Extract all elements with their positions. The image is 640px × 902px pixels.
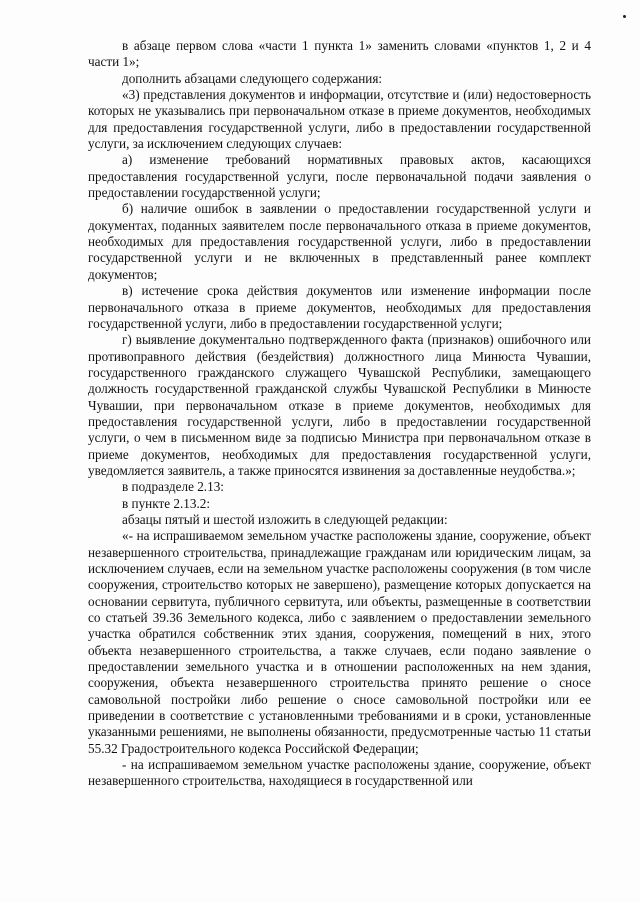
- paragraph: а) изменение требований нормативных правовых актов, касающихся предоставления государственной услуги, после первоначальной подачи заявления о предоставлении государственной услуги;: [88, 152, 591, 201]
- paragraph: в подразделе 2.13:: [122, 479, 224, 495]
- scan-speck: [623, 15, 626, 18]
- paragraph: в) истечение срока действия документов или изменение информации после первоначального отказа в приеме документов, необходимых для предоставления государственной услуги, либо в предоставлении государственной услуги;: [88, 283, 591, 331]
- paragraph: г) выявление документально подтвержденного факта (признаков) ошибочного или противоправного действия (бездействия) должностного лица Минюста Чувашии, государственного гражданского служащего Чувашской Республики, замещающего должность государственной гражданской службы Чувашской Республики в Минюсте Чувашии, при первоначальном отказе в приеме документов, необходимых для предоставления государственной услуги, либо в предоставлении государственной услуги, о чем в письменном виде за подписью Министра при первоначальном отказе в приеме документов, необходимых для предоставления государственной услуги, уведомляется заявитель, а также приносятся извинения за доставленные неудобства.»;: [88, 332, 591, 478]
- paragraph: б) наличие ошибок в заявлении о предоставлении государственной услуги и документах, поданных заявителем после первоначального отказа в приеме документов, необходимых для предоставления государственной услуги, либо в предоставлении государственной услуги и не включенных в представленный ранее комплект документов;: [88, 201, 591, 282]
- paragraph: «3) представления документов и информации, отсутствие и (или) недостоверность которых не указывались при первоначальном отказе в приеме документов, необходимых для предоставления государственной услуги, либо в предоставлении государственной услуги, за исключением следующих случаев:: [88, 87, 591, 152]
- paragraph: дополнить абзацами следующего содержания:: [122, 70, 383, 86]
- paragraph: «- на испрашиваемом земельном участке расположены здание, сооружение, объект незавершенного строительства, принадлежащие гражданам или юридическим лицам, за исключением случаев, если на земельном участке расположены сооружения (в том числе сооружения, строительство которых не завершено), размещение которых допускается на основании сервитута, публичного сервитута, или объекты, размещенные в соответствии со статьей 39.36 Земельного кодекса, либо с заявлением о предоставлении земельного участка обратился собственник этих здания, сооружения, помещений в них, этого объекта незавершенного строительства, а также случаев, если подано заявление о предоставлении земельного участка и в отношении расположенных на нем здания, сооружения, объекта незавершенного строительства принято решение о сносе самовольной постройки либо решение о сносе самовольной постройки или ее приведении в соответствие с установленными требованиями и в сроки, установленные указанными решениями, не выполнены обязанности, предусмотренные частью 11 статьи 55.32 Градостроительного кодекса Российской Федерации;: [88, 528, 591, 756]
- paragraph: - на испрашиваемом земельном участке расположены здание, сооружение, объект незавершенного строительства, находящиеся в государственной или: [88, 757, 591, 789]
- paragraph: в абзаце первом слова «части 1 пункта 1» заменить словами «пунктов 1, 2 и 4 части 1»;: [88, 38, 591, 70]
- paragraph: абзацы пятый и шестой изложить в следующей редакции:: [122, 511, 448, 527]
- paragraph: в пункте 2.13.2:: [122, 495, 211, 511]
- document-body: [88, 38, 591, 790]
